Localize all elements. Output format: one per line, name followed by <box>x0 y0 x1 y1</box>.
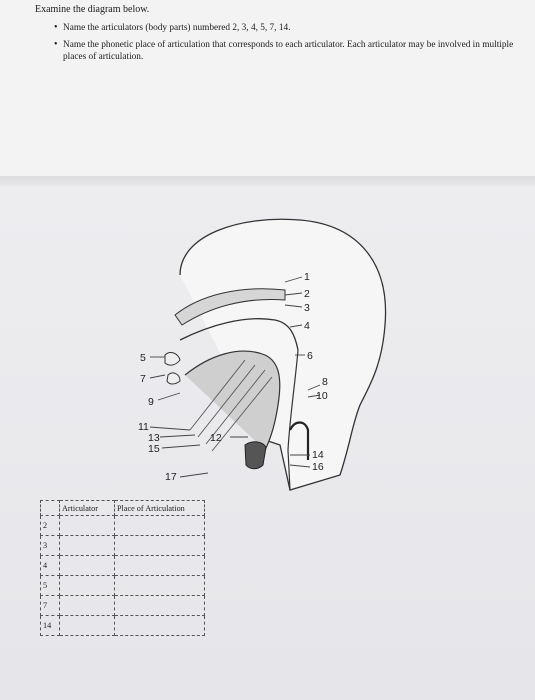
answer-table <box>40 500 205 636</box>
articulator-cell[interactable] <box>60 596 115 616</box>
place-cell[interactable] <box>115 616 205 636</box>
vocal-tract-diagram <box>40 215 440 505</box>
place-cell[interactable] <box>115 596 205 616</box>
place-cell[interactable] <box>115 576 205 596</box>
instruction-item: • Name the phonetic place of articulation that corresponds to each articulator. Each articulator may be involved in multiple places of articulation. <box>55 39 515 63</box>
place-cell[interactable] <box>115 536 205 556</box>
diagram-label-7: 7 <box>140 373 146 385</box>
diagram-label-3: 3 <box>304 302 310 314</box>
diagram-label-6: 6 <box>307 350 313 362</box>
articulator-cell[interactable] <box>60 516 115 536</box>
instruction-item: • Name the articulators (body parts) numbered 2, 3, 4, 5, 7, 14. <box>55 22 515 34</box>
table-header-number <box>41 501 60 516</box>
row-number: 7 <box>41 596 60 616</box>
diagram-label-16: 16 <box>312 461 324 473</box>
diagram-label-10: 10 <box>316 390 328 402</box>
table-row <box>41 596 205 616</box>
diagram-label-12: 12 <box>210 432 222 444</box>
intro-text: Examine the diagram below. <box>35 4 150 15</box>
table-row <box>41 576 205 596</box>
row-number: 3 <box>41 536 60 556</box>
diagram-label-15: 15 <box>148 443 160 455</box>
articulator-cell[interactable] <box>60 536 115 556</box>
table-header-place: Place of Articulation <box>115 501 205 516</box>
diagram-label-14: 14 <box>312 449 324 461</box>
table-row <box>41 556 205 576</box>
table-row <box>41 536 205 556</box>
diagram-label-2: 2 <box>304 288 310 300</box>
diagram-label-17: 17 <box>165 471 177 483</box>
diagram-label-8: 8 <box>322 376 328 388</box>
row-number: 5 <box>41 576 60 596</box>
instruction-list <box>55 22 515 68</box>
place-cell[interactable] <box>115 516 205 536</box>
diagram-label-9: 9 <box>148 396 154 408</box>
articulator-cell[interactable] <box>60 576 115 596</box>
instructions-area <box>0 0 535 178</box>
table-row <box>41 616 205 636</box>
diagram-label-1: 1 <box>304 271 310 283</box>
diagram-label-11: 11 <box>138 421 149 433</box>
articulator-cell[interactable] <box>60 616 115 636</box>
diagram-label-5: 5 <box>140 352 146 364</box>
articulator-cell[interactable] <box>60 556 115 576</box>
table-row <box>41 516 205 536</box>
larynx <box>245 442 266 469</box>
row-number: 4 <box>41 556 60 576</box>
vocal-tract-svg <box>40 215 440 505</box>
diagram-label-13: 13 <box>148 432 160 444</box>
row-number: 2 <box>41 516 60 536</box>
head-outline <box>180 219 386 490</box>
place-cell[interactable] <box>115 556 205 576</box>
table-header-articulator: Articulator <box>60 501 115 516</box>
diagram-label-4: 4 <box>304 320 310 332</box>
table-header-row <box>41 501 205 516</box>
page-divider <box>0 176 535 186</box>
row-number: 14 <box>41 616 60 636</box>
lips <box>165 353 180 384</box>
